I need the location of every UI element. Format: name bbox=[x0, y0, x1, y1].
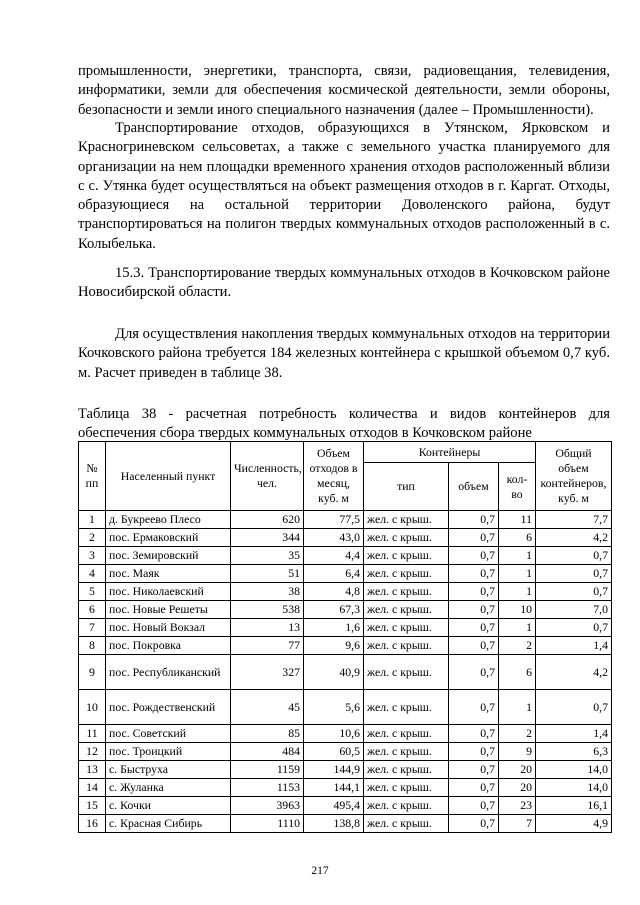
table-body bbox=[79, 511, 612, 833]
row-container-count: 6 bbox=[499, 655, 536, 690]
table-row bbox=[79, 743, 612, 761]
section-heading-15-3: 15.3. Транспортирование твердых коммунальных отходов в Кочковском районе Новосибирской области. bbox=[78, 265, 610, 301]
row-container-volume: 0,7 bbox=[449, 511, 499, 529]
paragraph-container-requirement: Для осуществления накопления твердых коммунальных отходов на территории Кочковского района требуется 184 железных контейнера с крышкой объемом 0,7 куб. м. Расчет приведен в таблице 38. bbox=[78, 326, 610, 381]
row-container-volume: 0,7 bbox=[449, 619, 499, 637]
row-container-type: жел. с крыш. bbox=[364, 815, 449, 833]
row-num: 13 bbox=[79, 761, 106, 779]
table-row bbox=[79, 565, 612, 583]
row-container-type: жел. с крыш. bbox=[364, 779, 449, 797]
row-container-count: 1 bbox=[499, 583, 536, 601]
row-population: 484 bbox=[231, 743, 304, 761]
header-total-volume: Общий объем контейнеров, куб. м bbox=[536, 442, 612, 511]
row-total-volume: 1,4 bbox=[536, 725, 612, 743]
header-population: Численность, чел. bbox=[231, 442, 304, 511]
row-population: 1110 bbox=[231, 815, 304, 833]
row-total-volume: 6,3 bbox=[536, 743, 612, 761]
row-container-volume: 0,7 bbox=[449, 565, 499, 583]
table-row bbox=[79, 547, 612, 565]
row-total-volume: 1,4 bbox=[536, 637, 612, 655]
row-container-type: жел. с крыш. bbox=[364, 690, 449, 725]
row-num: 10 bbox=[79, 690, 106, 725]
row-settlement: с. Кочки bbox=[106, 797, 231, 815]
row-container-type: жел. с крыш. bbox=[364, 761, 449, 779]
row-settlement: с. Красная Сибирь bbox=[106, 815, 231, 833]
row-volume-month: 77,5 bbox=[304, 511, 364, 529]
row-total-volume: 0,7 bbox=[536, 690, 612, 725]
row-total-volume: 0,7 bbox=[536, 619, 612, 637]
row-population: 77 bbox=[231, 637, 304, 655]
row-total-volume: 4,2 bbox=[536, 655, 612, 690]
row-volume-month: 138,8 bbox=[304, 815, 364, 833]
row-container-volume: 0,7 bbox=[449, 743, 499, 761]
row-container-type: жел. с крыш. bbox=[364, 511, 449, 529]
row-settlement: пос. Новые Решеты bbox=[106, 601, 231, 619]
row-container-type: жел. с крыш. bbox=[364, 601, 449, 619]
row-container-count: 7 bbox=[499, 815, 536, 833]
row-container-volume: 0,7 bbox=[449, 637, 499, 655]
row-volume-month: 144,9 bbox=[304, 761, 364, 779]
row-settlement: с. Жуланка bbox=[106, 779, 231, 797]
row-population: 38 bbox=[231, 583, 304, 601]
row-container-count: 11 bbox=[499, 511, 536, 529]
row-settlement: пос. Республиканский bbox=[106, 655, 231, 690]
row-container-count: 1 bbox=[499, 690, 536, 725]
row-settlement: пос. Ермаковский bbox=[106, 529, 231, 547]
row-num: 4 bbox=[79, 565, 106, 583]
row-container-volume: 0,7 bbox=[449, 797, 499, 815]
row-num: 9 bbox=[79, 655, 106, 690]
row-population: 620 bbox=[231, 511, 304, 529]
header-volume-month: Объем отходов в месяц, куб. м bbox=[304, 442, 364, 511]
row-container-volume: 0,7 bbox=[449, 690, 499, 725]
row-total-volume: 16,1 bbox=[536, 797, 612, 815]
table-row bbox=[79, 529, 612, 547]
row-settlement: пос. Маяк bbox=[106, 565, 231, 583]
row-num: 12 bbox=[79, 743, 106, 761]
row-container-type: жел. с крыш. bbox=[364, 583, 449, 601]
row-total-volume: 0,7 bbox=[536, 547, 612, 565]
row-num: 16 bbox=[79, 815, 106, 833]
row-total-volume: 7,7 bbox=[536, 511, 612, 529]
row-volume-month: 5,6 bbox=[304, 690, 364, 725]
row-container-count: 9 bbox=[499, 743, 536, 761]
table-caption: Таблица 38 - расчетная потребность количества и видов контейнеров для обеспечения сбора твердых коммунальных отходов в Кочковском районе bbox=[78, 406, 610, 442]
row-container-volume: 0,7 bbox=[449, 583, 499, 601]
row-population: 3963 bbox=[231, 797, 304, 815]
paragraph-industry-lands: промышленности, энергетики, транспорта, связи, радиовещания, телевидения, информатики, земли для обеспечения космической деятельности, земли обороны, безопасности и земли иного специального назначения (далее – Промышленности). bbox=[78, 63, 610, 118]
row-num: 5 bbox=[79, 583, 106, 601]
row-total-volume: 0,7 bbox=[536, 583, 612, 601]
row-settlement: пос. Покровка bbox=[106, 637, 231, 655]
row-volume-month: 40,9 bbox=[304, 655, 364, 690]
row-container-count: 1 bbox=[499, 547, 536, 565]
row-num: 7 bbox=[79, 619, 106, 637]
row-total-volume: 0,7 bbox=[536, 565, 612, 583]
row-container-count: 2 bbox=[499, 725, 536, 743]
row-num: 2 bbox=[79, 529, 106, 547]
row-container-volume: 0,7 bbox=[449, 601, 499, 619]
row-container-type: жел. с крыш. bbox=[364, 743, 449, 761]
header-containers: Контейнеры bbox=[364, 442, 536, 463]
row-container-type: жел. с крыш. bbox=[364, 547, 449, 565]
row-num: 11 bbox=[79, 725, 106, 743]
header-count: кол-во bbox=[499, 463, 536, 511]
row-container-count: 20 bbox=[499, 761, 536, 779]
row-container-type: жел. с крыш. bbox=[364, 655, 449, 690]
header-num: № пп bbox=[79, 442, 106, 511]
row-volume-month: 4,4 bbox=[304, 547, 364, 565]
row-volume-month: 495,4 bbox=[304, 797, 364, 815]
row-volume-month: 67,3 bbox=[304, 601, 364, 619]
row-settlement: пос. Земировский bbox=[106, 547, 231, 565]
header-settlement: Населенный пункт bbox=[106, 442, 231, 511]
row-settlement: пос. Советский bbox=[106, 725, 231, 743]
row-total-volume: 7,0 bbox=[536, 601, 612, 619]
row-container-volume: 0,7 bbox=[449, 655, 499, 690]
row-container-type: жел. с крыш. bbox=[364, 529, 449, 547]
row-num: 14 bbox=[79, 779, 106, 797]
table-row bbox=[79, 779, 612, 797]
row-population: 13 bbox=[231, 619, 304, 637]
row-container-volume: 0,7 bbox=[449, 779, 499, 797]
row-container-type: жел. с крыш. bbox=[364, 637, 449, 655]
table-row bbox=[79, 619, 612, 637]
table-row bbox=[79, 725, 612, 743]
row-settlement: д. Букреево Плесо bbox=[106, 511, 231, 529]
row-container-volume: 0,7 bbox=[449, 815, 499, 833]
row-container-type: жел. с крыш. bbox=[364, 725, 449, 743]
row-container-count: 20 bbox=[499, 779, 536, 797]
row-volume-month: 1,6 bbox=[304, 619, 364, 637]
row-volume-month: 10,6 bbox=[304, 725, 364, 743]
table-row bbox=[79, 815, 612, 833]
row-num: 1 bbox=[79, 511, 106, 529]
paragraph-transport-utyanka: Транспортирование отходов, образующихся в Утянском, Ярковском и Красногриневском сельсоветах, а также с земельного участка планируемого для организации на нем площадки временного хранения отходов расположенный вблизи с с. Утянка будет осуществляться на объект размещения отходов в г. Каргат. Отходы, образующиеся на остальной территории Доволенского района, будут транспортироваться на полигон твердых коммунальных отходов расположенный в с. Колыбелька. bbox=[78, 120, 610, 252]
row-population: 1159 bbox=[231, 761, 304, 779]
row-population: 327 bbox=[231, 655, 304, 690]
row-num: 15 bbox=[79, 797, 106, 815]
row-volume-month: 43,0 bbox=[304, 529, 364, 547]
table-row bbox=[79, 511, 612, 529]
row-num: 8 bbox=[79, 637, 106, 655]
row-population: 35 bbox=[231, 547, 304, 565]
row-total-volume: 4,9 bbox=[536, 815, 612, 833]
table-row bbox=[79, 761, 612, 779]
page-number: 217 bbox=[311, 865, 329, 877]
row-population: 344 bbox=[231, 529, 304, 547]
row-container-volume: 0,7 bbox=[449, 761, 499, 779]
row-settlement: пос. Новый Вокзал bbox=[106, 619, 231, 637]
row-num: 6 bbox=[79, 601, 106, 619]
row-container-count: 6 bbox=[499, 529, 536, 547]
containers-table bbox=[78, 441, 612, 833]
table-row bbox=[79, 601, 612, 619]
row-settlement: пос. Николаевский bbox=[106, 583, 231, 601]
row-container-volume: 0,7 bbox=[449, 725, 499, 743]
row-volume-month: 4,8 bbox=[304, 583, 364, 601]
row-container-count: 1 bbox=[499, 619, 536, 637]
header-type: тип bbox=[364, 463, 449, 511]
table-row bbox=[79, 690, 612, 725]
row-volume-month: 6,4 bbox=[304, 565, 364, 583]
row-container-type: жел. с крыш. bbox=[364, 619, 449, 637]
row-container-count: 1 bbox=[499, 565, 536, 583]
row-container-volume: 0,7 bbox=[449, 529, 499, 547]
row-total-volume: 14,0 bbox=[536, 761, 612, 779]
header-volume: объем bbox=[449, 463, 499, 511]
row-num: 3 bbox=[79, 547, 106, 565]
row-container-type: жел. с крыш. bbox=[364, 797, 449, 815]
table-row bbox=[79, 637, 612, 655]
row-population: 85 bbox=[231, 725, 304, 743]
row-container-count: 2 bbox=[499, 637, 536, 655]
row-population: 1153 bbox=[231, 779, 304, 797]
row-container-count: 23 bbox=[499, 797, 536, 815]
row-population: 51 bbox=[231, 565, 304, 583]
row-population: 538 bbox=[231, 601, 304, 619]
row-volume-month: 9,6 bbox=[304, 637, 364, 655]
row-volume-month: 144,1 bbox=[304, 779, 364, 797]
row-container-count: 10 bbox=[499, 601, 536, 619]
table-row bbox=[79, 797, 612, 815]
row-settlement: пос. Рождественский bbox=[106, 690, 231, 725]
row-container-type: жел. с крыш. bbox=[364, 565, 449, 583]
table-row bbox=[79, 655, 612, 690]
row-total-volume: 14,0 bbox=[536, 779, 612, 797]
row-volume-month: 60,5 bbox=[304, 743, 364, 761]
row-settlement: с. Быструха bbox=[106, 761, 231, 779]
row-population: 45 bbox=[231, 690, 304, 725]
row-container-volume: 0,7 bbox=[449, 547, 499, 565]
row-settlement: пос. Троицкий bbox=[106, 743, 231, 761]
table-row bbox=[79, 583, 612, 601]
row-total-volume: 4,2 bbox=[536, 529, 612, 547]
